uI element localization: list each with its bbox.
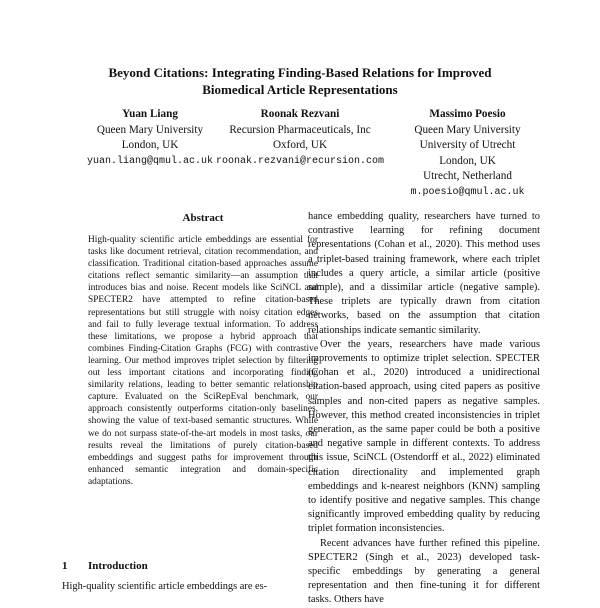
intro-paragraph: High-quality scientific article embeddings are es- (62, 581, 268, 592)
section-heading (62, 560, 148, 572)
author-location: London, UK (439, 154, 496, 167)
section-number: 1 (62, 560, 68, 572)
author-email[interactable]: m.poesio@qmul.ac.uk (410, 186, 525, 198)
author-affiliation: Queen Mary University (414, 123, 521, 136)
author-name: Massimo Poesio (429, 108, 506, 120)
section-title: Introduction (88, 560, 148, 572)
abstract-heading: Abstract (182, 212, 224, 224)
author-email[interactable]: yuan.liang@qmul.ac.uk (86, 155, 214, 167)
author-block (395, 107, 540, 200)
paragraph: hance embedding quality, researchers have turned to contrastive learning for refining document representations (Cohan et al., 2020). This method uses a triplet-based training framework, where each triplet includes a query article, a similar article (positive sample), and a dissimilar article (negative sample). These triplets are typically drawn from citation networks, based on the assumption that citation relationships indicate semantic similarity. (308, 211, 540, 336)
author-affiliation: Recursion Pharmaceuticals, Inc (229, 123, 371, 136)
author-affiliation: Queen Mary University (96, 123, 204, 136)
author-email[interactable]: roonak.rezvani@recursion.com (215, 155, 385, 167)
author-block (75, 107, 225, 169)
paper-title (0, 64, 600, 98)
author-location: Oxford, UK (272, 139, 328, 151)
author-name: Yuan Liang (122, 108, 178, 120)
title-line-2: Biomedical Article Representations (202, 82, 398, 97)
paragraph: Over the years, researchers have made various improvements to optimize triplet selection. SPECTER (Cohan et al., 2020) introduced a unidirectional citation-based approach, using cited papers as positive samples and non-cited papers as negative samples. However, this method created inconsistencies in triplet generation, as the same paper could be both a positive and negative sample in different contexts. To address this issue, SciNCL (Ostendorff et al., 2022) eliminated citation directionality and implemented graph embeddings and k-nearest neighbors (KNN) sampling to identify positive and negative samples. This change significantly improved embedding quality by reducing triplet formation inconsistencies. (308, 338, 540, 535)
author-block (215, 107, 385, 169)
author-location: London, UK (121, 139, 179, 151)
title-line-1: Beyond Citations: Integrating Finding-Based Relations for Improved (108, 65, 492, 80)
abstract-text: High-quality scientific article embeddings are essential for tasks like document retrieval, citation recommendation, and classification. Traditional citation-based approaches assume citations reflect semantic similarity—an assumption that introduces bias and noise. Recent models like SciNCL and SPECTER2 have attempted to refine citation-based representations but still struggle with noisy citation edges and fail to fully leverage textual information. To address these limitations, we propose a hybrid approach that combines Finding-Citation Graphs (FCG) with contrastive learning. Our method improves triplet selection by filtering out less important citations and incorporating finding similarity relations, leading to better semantic relationship capture. Evaluated on the SciRepEval benchmark, our approach consistently outperforms citation-only baselines, showing the value of text-based semantic structures. While we do not surpass state-of-the-art models in most tasks, our results reveal the limitations of purely citation-based embeddings and suggest paths for improvement through enhanced semantic integration and domain-specific adaptations. (88, 235, 318, 487)
author-location-2: Utrecht, Netherland (423, 170, 512, 182)
right-column (308, 210, 540, 608)
author-name: Roonak Rezvani (260, 108, 340, 120)
author-affiliation-2: University of Utrecht (419, 139, 516, 151)
paragraph: Recent advances have further refined this pipeline. SPECTER2 (Singh et al., 2023) developed task-specific embeddings by generating a general representation and then fine-tuning it for different tasks. Others have (308, 537, 540, 606)
